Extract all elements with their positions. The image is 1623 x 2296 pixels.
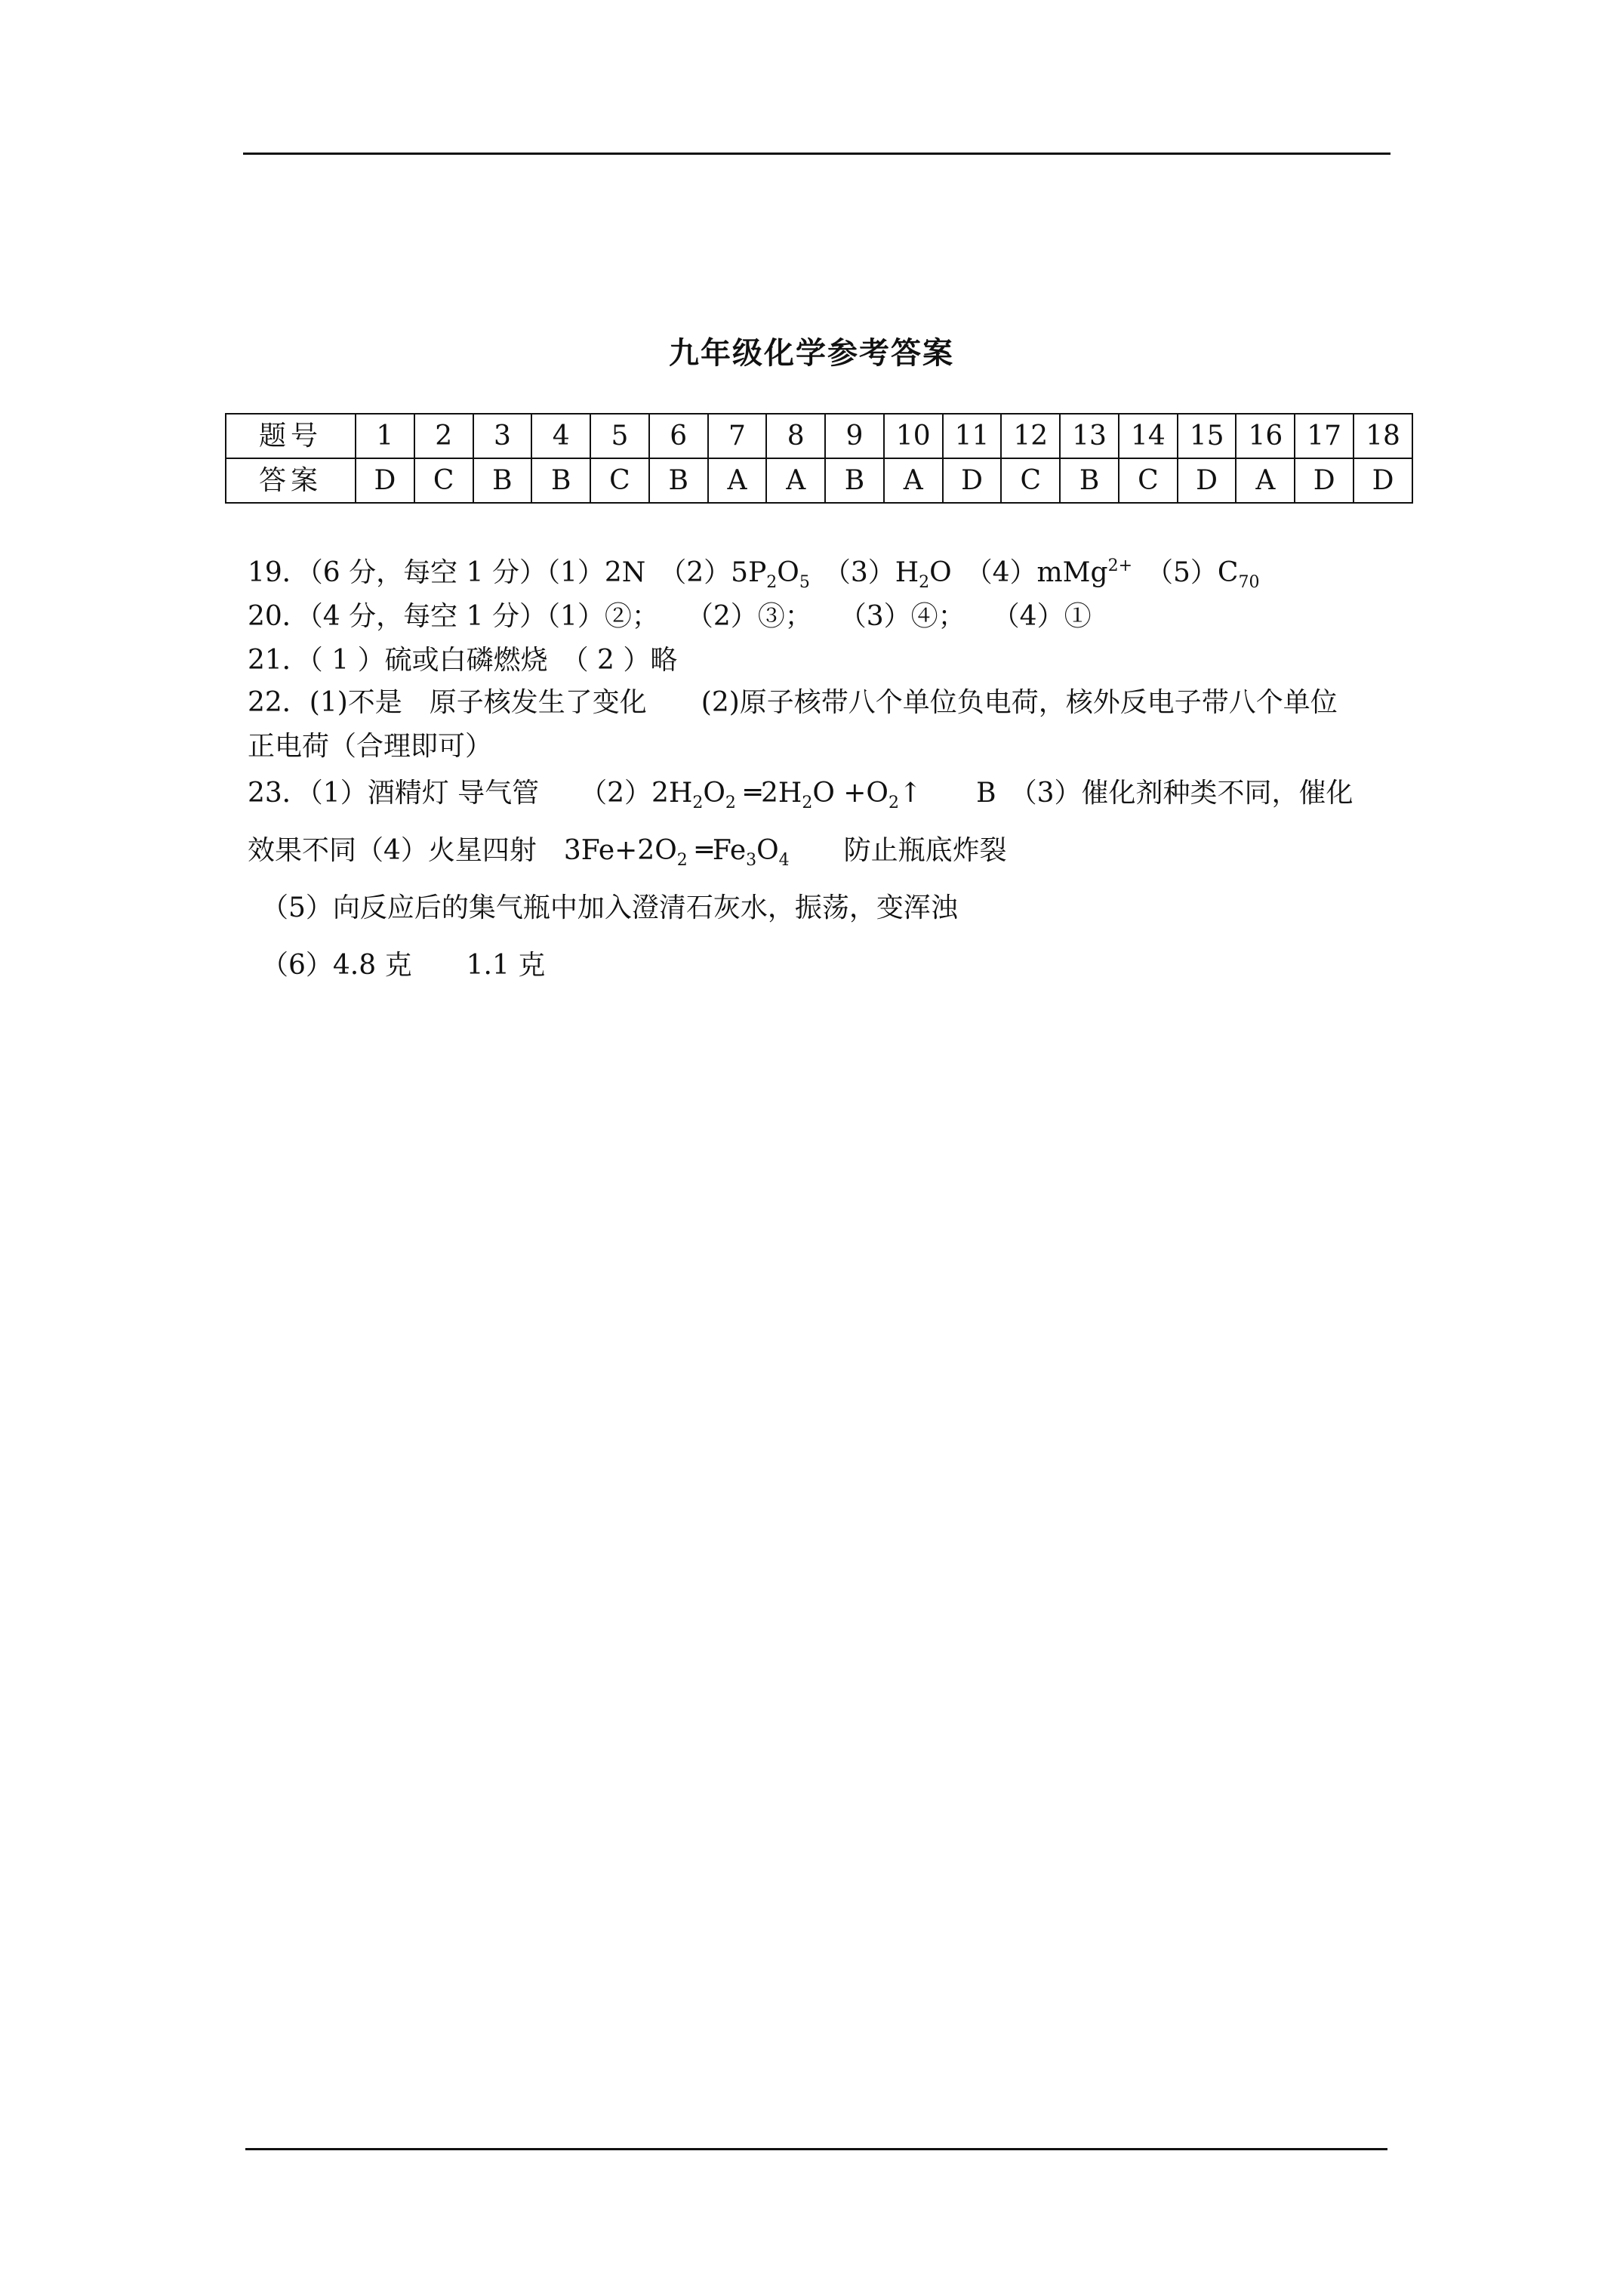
question-number: 3 (473, 414, 532, 458)
answer-cell: B (1060, 458, 1119, 503)
answer-table (225, 413, 1413, 504)
footer-rule (245, 2148, 1387, 2150)
question-number: 14 (1119, 414, 1178, 458)
answer-cell: D (1295, 458, 1354, 503)
answer-cell: C (414, 458, 473, 503)
row-label-question: 题号 (226, 414, 356, 458)
answer-23-line-3: （5）向反应后的集气瓶中加入澄清石灰水，振荡，变浑浊 (261, 892, 958, 923)
question-number: 9 (825, 414, 884, 458)
question-number: 16 (1236, 414, 1295, 458)
answer-cell: D (1354, 458, 1412, 503)
question-number: 15 (1178, 414, 1236, 458)
answer-cell: D (1178, 458, 1236, 503)
answer-23-line-4: （6）4.8 克 1.1 克 (261, 950, 546, 981)
question-number: 12 (1001, 414, 1060, 458)
question-number: 17 (1295, 414, 1354, 458)
answer-23-line-2: 效果不同（4）火星四射 $3Fe+2O_2$ $═Fe_3O_4$ 防止瓶底炸裂 (248, 835, 1007, 870)
answer-19: 19．（6 分，每空 1 分）（1）2N $(2)5P_2O_5$ $(3)H_2O$ （4）mMg$^{2+}$ $(5)C_{70}$ (248, 556, 1260, 592)
answer-cell: A (766, 458, 825, 503)
answer-22-line-1: 22．(1)不是 原子核发生了变化 (2)原子核带八个单位负电荷，核外反电子带八个单位 (248, 687, 1338, 718)
answer-cell: D (356, 458, 414, 503)
answer-cell: A (1236, 458, 1295, 503)
answer-cell: B (825, 458, 884, 503)
answer-cell: C (1119, 458, 1178, 503)
answer-cell: C (590, 458, 649, 503)
answer-row (226, 458, 1412, 503)
answer-22-line-2: 正电荷（合理即可） (248, 731, 493, 762)
answer-cell: B (473, 458, 532, 503)
header-rule (243, 153, 1390, 155)
question-number: 2 (414, 414, 473, 458)
answer-cell: B (649, 458, 708, 503)
row-label-answer: 答案 (226, 458, 356, 503)
answer-20: 20．（4 分，每空 1 分）（1）②； （2）③； （3）④； （4）① (248, 601, 1092, 632)
question-number: 10 (884, 414, 943, 458)
answer-cell: C (1001, 458, 1060, 503)
question-number: 8 (766, 414, 825, 458)
question-number-row (226, 414, 1412, 458)
answer-cell: D (943, 458, 1002, 503)
page-title: 九年级化学参考答案 (669, 335, 954, 371)
question-number: 7 (708, 414, 767, 458)
question-number: 13 (1060, 414, 1119, 458)
question-number: 6 (649, 414, 708, 458)
answer-cell: B (531, 458, 590, 503)
answer-cell: A (884, 458, 943, 503)
answer-23-line-1: 23．（1）酒精灯 导气管 $(2)2H_2O_2$ $═2H_2O$ $+O_2↑$ B （3）催化剂种类不同，催化 (248, 778, 1354, 812)
question-number: 4 (531, 414, 590, 458)
question-number: 5 (590, 414, 649, 458)
question-number: 11 (943, 414, 1002, 458)
answer-21: 21．（ 1 ）硫或白磷燃烧 （ 2 ）略 (248, 645, 678, 676)
question-number: 1 (356, 414, 414, 458)
answer-cell: A (708, 458, 767, 503)
question-number: 18 (1354, 414, 1412, 458)
